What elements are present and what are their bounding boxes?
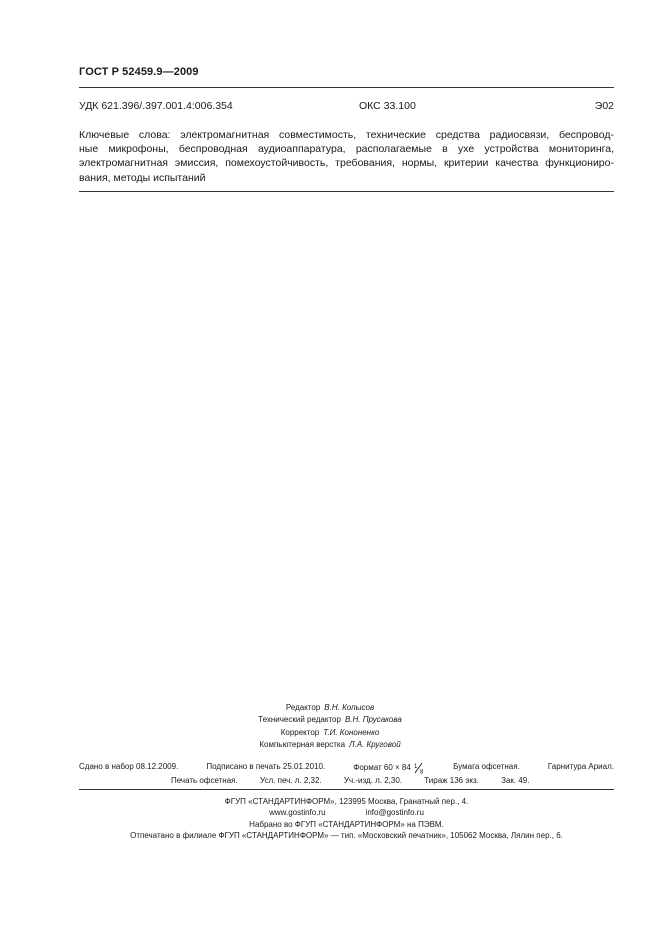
- credit-tech-editor: [180, 714, 480, 726]
- credit-editor: [180, 702, 480, 714]
- credit-role: Технический редактор: [258, 715, 341, 725]
- typeface: Гарнитура Ариал.: [547, 762, 614, 771]
- credit-name: В.Н. Прусакова: [344, 715, 402, 725]
- website-link[interactable]: www.gostinfo.ru: [269, 808, 326, 818]
- oks-code: ОКС 33.100: [359, 100, 416, 112]
- publisher-address: ФГУП «СТАНДАРТИНФОРМ», 123995 Москва, Гранатный пер., 4.: [224, 797, 469, 806]
- svg-text:1: 1: [414, 764, 418, 770]
- set-date: Сдано в набор 08.12.2009.: [79, 762, 179, 771]
- keywords-line: ные микрофоны, беспроводная аудиоаппаратура, располагаемые в ухе устройства мониторинга,: [79, 143, 614, 156]
- group-code: Э02: [594, 100, 614, 112]
- typeset-note: Набрано во ФГУП «СТАНДАРТИНФОРМ» на ПЭВМ.: [249, 819, 444, 829]
- credit-name: Т.И. Кононенко: [323, 727, 380, 737]
- publisher-contacts: [79, 807, 614, 818]
- keywords-line: Ключевые слова: электромагнитная совместимость, технические средства радиосвязи, беспровод-: [79, 129, 614, 141]
- credit-proofreader: [180, 727, 480, 739]
- keywords-divider: [79, 191, 614, 192]
- paper-format: [353, 762, 425, 772]
- credit-name: Л.А. Круговой: [349, 740, 401, 750]
- header-divider: [79, 87, 614, 88]
- printer-note: Отпечатано в филиале ФГУП «СТАНДАРТИНФОРМ» — тип. «Московский печатник», 105062 Москва, Лялин пер., 6.: [130, 831, 563, 841]
- credit-role: Редактор: [285, 703, 321, 712]
- standard-number: ГОСТ Р 52459.9—2009: [79, 66, 199, 78]
- print-sheets: Усл. печ. л. 2,32.: [259, 776, 322, 785]
- credits-block: [180, 702, 480, 752]
- keywords-block: [79, 128, 614, 185]
- print-data-line-1: [79, 762, 614, 772]
- print-data-line-2: [79, 776, 614, 785]
- paper-type: Бумага офсетная.: [453, 762, 520, 771]
- format-fraction: [413, 762, 425, 772]
- keywords-line: электромагнитная эмиссия, помехоустойчивость, требования, нормы, критерии качества функциониро-: [79, 157, 614, 170]
- credit-role: Компьютерная верстка: [259, 740, 346, 750]
- email-link[interactable]: info@gostinfo.ru: [365, 808, 424, 818]
- imprint-block: [79, 796, 614, 842]
- format-prefix: Формат 60 × 84: [353, 763, 411, 772]
- credit-role: Корректор: [280, 727, 320, 737]
- udk-code: УДК 621.396/.397.001.4:006.354: [79, 100, 233, 112]
- print-run: Тираж 136 экз.: [424, 776, 479, 785]
- credit-layout: [180, 739, 480, 751]
- signed-date: Подписано в печать 25.01.2010.: [206, 762, 326, 771]
- print-type: Печать офсетная.: [171, 776, 238, 785]
- svg-text:8: 8: [420, 769, 424, 774]
- imprint-divider: [79, 789, 614, 790]
- pub-sheets: Уч.-изд. л. 2,30.: [343, 776, 403, 785]
- credit-name: В.Н. Копысов: [324, 703, 375, 712]
- order-number: Зак. 49.: [501, 776, 530, 785]
- keywords-line: вания, методы испытаний: [79, 171, 206, 184]
